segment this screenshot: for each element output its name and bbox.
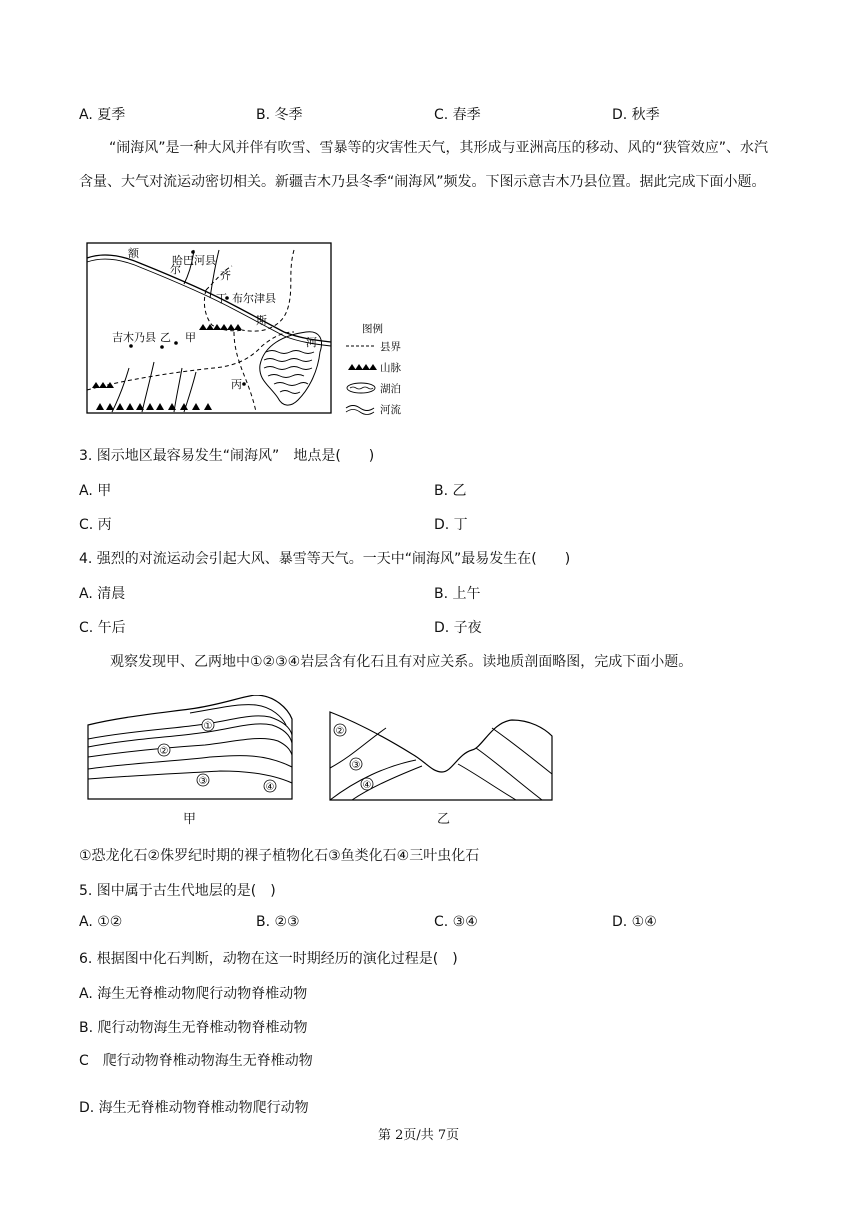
- map-label-er: 尔: [170, 263, 181, 276]
- legend-mountain: 山脉: [380, 362, 401, 374]
- right-mark-2: ②: [335, 726, 345, 737]
- map-label-jia: 甲: [185, 331, 196, 344]
- fossil-key: ①恐龙化石②侏罗纪时期的裸子植物化石③鱼类化石④三叶虫化石: [79, 848, 480, 864]
- left-mark-2: ②: [159, 746, 169, 757]
- passage-wind: “闹海风”是一种大风并伴有吹雪、雪暴等的灾害性天气，其形成与亚洲高压的移动、风的“狭管效应”、水汽含量、大气对流运动密切相关。新疆吉木乃县冬季“闹海风”频发。下图示意吉木乃县位置。据此完成下面小题。: [79, 140, 769, 190]
- q4-option-a: A. 清晨: [79, 586, 126, 602]
- legend-river: 河流: [380, 404, 401, 416]
- location-map: [84, 240, 424, 420]
- q5-option-b: B. ②③: [256, 914, 300, 930]
- q5-option-c: C. ③④: [434, 914, 478, 930]
- q2-option-d: D. 秋季: [612, 107, 660, 123]
- q3-option-a: A. 甲: [79, 483, 112, 499]
- left-mark-3: ③: [198, 776, 208, 787]
- map-label-e: 额: [128, 247, 139, 260]
- q3-option-b: B. 乙: [434, 483, 467, 499]
- q4-stem: 4. 强烈的对流运动会引起大风、暴雪等天气。一天中“闹海风”最易发生在( ): [79, 551, 571, 567]
- q6-option-b: B. 爬行动物海生无脊椎动物脊椎动物: [79, 1020, 308, 1036]
- q2-option-c: C. 春季: [434, 107, 481, 123]
- map-label-si: 斯: [256, 314, 267, 327]
- section-right-caption: 乙: [437, 812, 451, 827]
- map-label-qi: 齐: [220, 269, 231, 282]
- q3-option-c: C. 丙: [79, 517, 112, 533]
- q6-option-d: D. 海生无脊椎动物脊椎动物爬行动物: [79, 1100, 309, 1116]
- q6-option-c: C 爬行动物脊椎动物海生无脊椎动物: [79, 1053, 313, 1069]
- q4-option-b: B. 上午: [434, 586, 481, 602]
- map-label-he: 河: [306, 336, 317, 349]
- section-right: [326, 708, 558, 808]
- q4-option-c: C. 午后: [79, 620, 126, 636]
- q4-option-d: D. 子夜: [434, 620, 482, 636]
- q5-option-d: D. ①④: [612, 914, 657, 930]
- q5-stem: 5. 图中属于古生代地层的是( ): [79, 883, 276, 899]
- page-footer: 第 2页/共 7页: [378, 1128, 460, 1143]
- passage-geology: 观察发现甲、乙两地中①②③④岩层含有化石且有对应关系。读地质剖面略图，完成下面小题。: [110, 654, 693, 670]
- right-mark-3: ③: [351, 760, 361, 771]
- map-label-ding: 丁: [216, 292, 227, 305]
- legend-title: 图例: [362, 323, 383, 335]
- q3-option-d: D. 丁: [434, 517, 468, 533]
- map-label-buerjin: 布尔津县: [232, 292, 276, 305]
- map-legend: [346, 322, 401, 416]
- section-left-caption: 甲: [183, 812, 197, 827]
- q2-option-a: A. 夏季: [79, 107, 126, 123]
- left-mark-4: ④: [265, 782, 275, 793]
- legend-county: 县界: [380, 341, 401, 353]
- map-label-habahe: 哈巴河县: [172, 254, 216, 267]
- right-mark-4: ④: [362, 780, 372, 791]
- q5-option-a: A. ①②: [79, 914, 123, 930]
- section-left: [80, 695, 300, 825]
- map-label-bing: 丙: [231, 378, 242, 391]
- map-label-jimunai: 吉木乃县: [112, 331, 156, 344]
- q2-option-b: B. 冬季: [256, 107, 303, 123]
- q6-stem: 6. 根据图中化石判断，动物在这一时期经历的演化过程是( ): [79, 951, 458, 967]
- left-mark-1: ①: [203, 721, 213, 732]
- map-label-yi: 乙: [160, 331, 171, 344]
- q3-stem: 3. 图示地区最容易发生“闹海风” 地点是( ): [79, 448, 375, 464]
- q6-option-a: A. 海生无脊椎动物爬行动物脊椎动物: [79, 986, 308, 1002]
- legend-lake: 湖泊: [380, 383, 401, 395]
